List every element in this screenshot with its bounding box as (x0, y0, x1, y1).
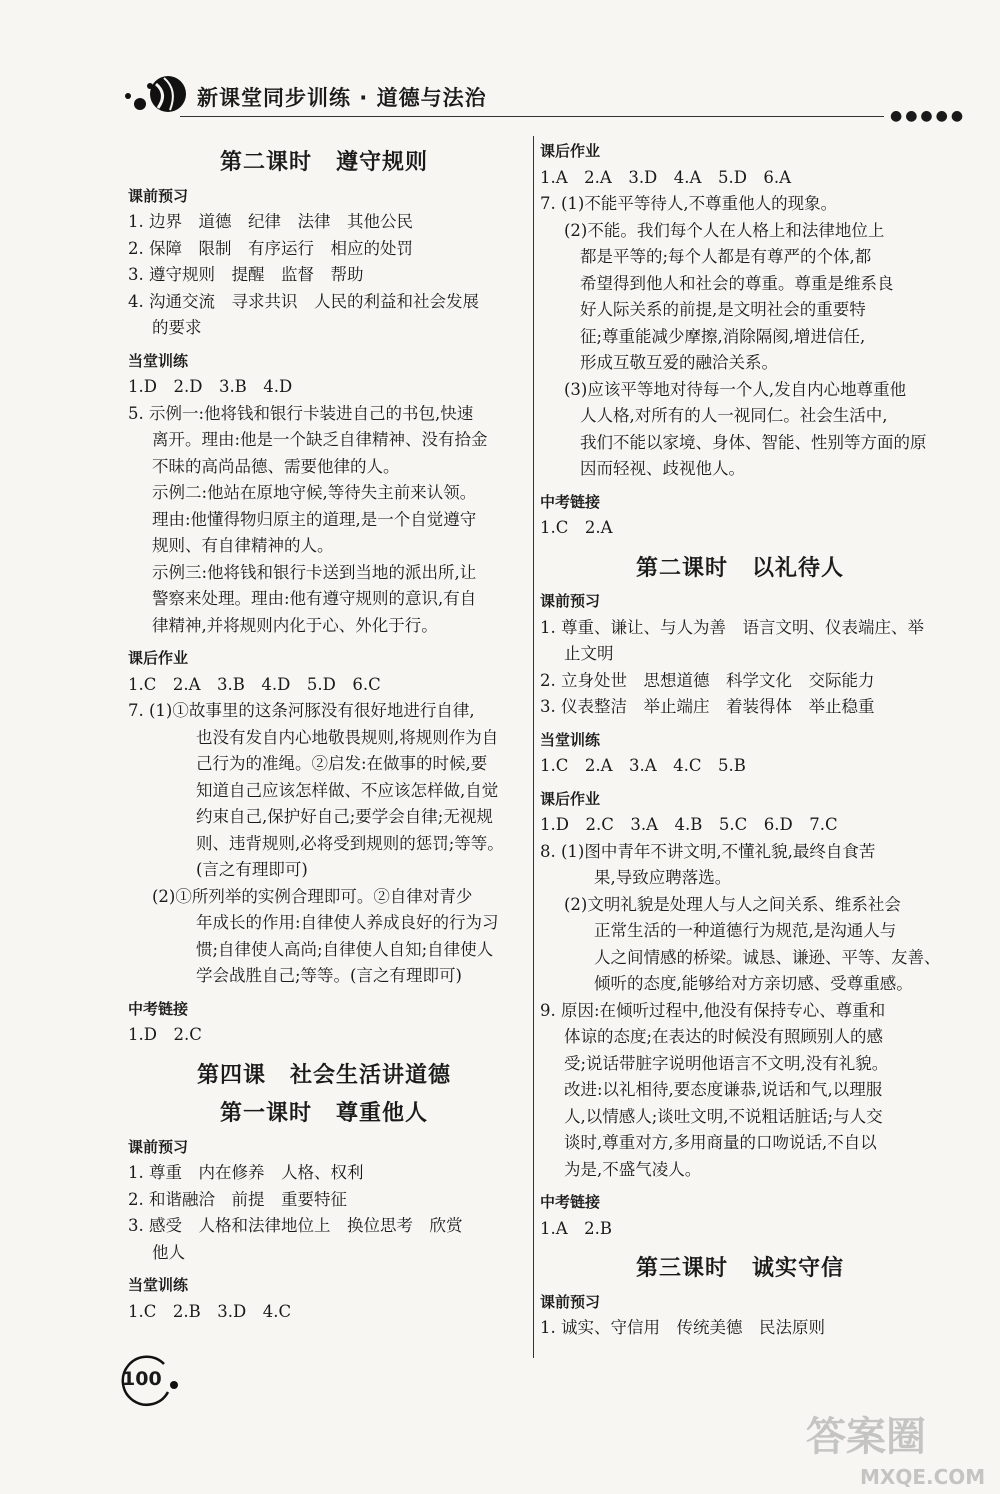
answer-line: 3. 仪表整洁 举止端庄 着装得体 举止稳重 (540, 697, 875, 716)
answer-line: 好人际关系的前提,是文明社会的重要特 (580, 300, 866, 319)
answer-line: 4. 沟通交流 寻求共识 人民的利益和社会发展 (128, 291, 479, 311)
answer-line: 1.D 2.C 3.A 4.B 5.C 6.D 7.C (540, 815, 838, 834)
answer-line: 1.D 2.C (128, 1025, 202, 1044)
answer-line: 我们不能以家境、身体、智能、性别等方面的原 (580, 432, 927, 452)
answer-line: 止文明 (564, 644, 614, 663)
answer-line: 1.C 2.B 3.D 4.C (128, 1301, 292, 1321)
answer-line: 正常生活的一种道德行为规范,是沟通人与 (594, 921, 897, 940)
answer-line: 则、违背规则,必将受到规则的惩罚;等等。 (196, 833, 504, 853)
lesson-heading: 第一课时 尊重他人 (219, 1101, 429, 1126)
answer-line: 1.C 2.A 3.A 4.C 5.B (540, 756, 746, 775)
answer-line: 1.A 2.A 3.D 4.A 5.D 6.A (540, 167, 792, 187)
section-label: 课后作业 (128, 649, 189, 667)
right-column (540, 138, 940, 1342)
answer-line: 2. 和谐融洽 前提 重要特征 (128, 1189, 347, 1209)
answer-line: 规则、有自律精神的人。 (152, 536, 334, 555)
answer-line: (言之有理即可) (196, 860, 308, 879)
answer-line: 1. 边界 道德 纪律 法律 其他公民 (128, 212, 413, 231)
answer-line: 1.C 2.A 3.B 4.D 5.D 6.C (128, 674, 381, 694)
section-label: 课前预习 (128, 186, 189, 205)
answer-line: 受;说话带脏字说明他语言不文明,没有礼貌。 (564, 1053, 889, 1073)
answer-line: 1. 尊重 内在修养 人格、权利 (128, 1163, 364, 1182)
left-column (128, 142, 520, 1325)
watermark-text: 答案圈 (806, 1414, 926, 1460)
answer-line: 希望得到他人和社会的尊重。尊重是维系良 (580, 273, 894, 293)
page-header (0, 0, 1000, 130)
answer-line: 离开。理由:他是一个缺乏自律精神、没有拾金 (152, 430, 488, 449)
answer-line: 约束自己,保护好自己;要学会自律;无视规 (196, 807, 493, 826)
section-label: 课后作业 (540, 142, 601, 160)
column-divider (533, 136, 534, 1358)
answer-line: 谈时,尊重对方,多用商量的口吻说话,不自以 (564, 1133, 877, 1152)
answer-line: 不昧的高尚品德、需要他律的人。 (152, 456, 400, 476)
answer-line: 9. 原因:在倾听过程中,他没有保持专心、尊重和 (540, 1000, 886, 1020)
answer-line: 倾听的态度,能够给对方亲切感、受尊重感。 (594, 974, 913, 993)
book-title: 新课堂同步训练 · 道德与法治 (197, 86, 487, 110)
watermark-url: MXQE.COM (860, 1465, 986, 1489)
answer-line: 学会战胜自己;等等。(言之有理即可) (196, 966, 462, 985)
answer-line: 3. 遵守规则 提醒 监督 帮助 (128, 265, 364, 284)
answer-line: 因而轻视、歧视他人。 (580, 459, 745, 478)
section-label: 当堂训练 (128, 351, 189, 370)
section-label: 当堂训练 (540, 730, 601, 749)
answer-line: 也没有发自内心地敬畏规则,将规则作为自 (196, 727, 499, 747)
section-label: 中考链接 (128, 999, 189, 1018)
answer-line: 5. 示例一:他将钱和银行卡装进自己的书包,快速 (128, 403, 474, 423)
answer-circle-watermark-logo (800, 1400, 990, 1490)
section-label: 中考链接 (540, 1193, 601, 1211)
answer-line: 2. 立身处世 思想道德 科学文化 交际能力 (540, 670, 875, 690)
answer-line: 年成长的作用:自律使人养成良好的行为习 (196, 913, 499, 932)
chapter-heading: 第四课 社会生活讲道德 (196, 1062, 452, 1088)
answer-line: 果,导致应聘落选。 (594, 868, 732, 887)
answer-line: 都是平等的;每个人都是有尊严的个体,都 (580, 247, 872, 266)
header-dots: ●●●●● (890, 108, 967, 124)
answer-line: 1. 诚实、守信用 传统美德 民法原则 (540, 1318, 825, 1337)
answer-line: 为是,不盛气凌人。 (564, 1159, 702, 1179)
lesson-heading: 第三课时 诚实守信 (635, 1256, 845, 1281)
answer-line: 人之间情感的桥梁。诚恳、谦逊、平等、友善、 (594, 947, 941, 967)
answer-line: (3)应该平等地对待每一个人,发自内心地尊重他 (564, 379, 907, 399)
section-label: 中考链接 (540, 492, 601, 511)
answer-line: 8. (1)图中青年不讲文明,不懂礼貌,最终自食苦 (540, 841, 876, 861)
answer-line: 他人 (152, 1242, 185, 1262)
answer-line: (2)不能。我们每个人在人格上和法律地位上 (564, 220, 885, 240)
answer-line: 示例二:他站在原地守候,等待失主前来认领。 (152, 483, 477, 502)
answer-line: 人人格,对所有的人一视同仁。社会生活中, (580, 406, 888, 425)
answer-line: 1.C 2.A (540, 518, 613, 537)
answer-line: 征;尊重能减少摩擦,消除隔阂,增进信任, (580, 326, 866, 346)
section-label: 当堂训练 (128, 1276, 189, 1294)
section-label: 课前预习 (128, 1137, 189, 1156)
header-rule (180, 116, 884, 117)
answer-line: 人,以情感人;谈吐文明,不说粗话脏话;与人交 (564, 1106, 883, 1126)
answer-line: 7. (1)不能平等待人,不尊重他人的现象。 (540, 194, 838, 213)
answer-line: 惯;自律使人高尚;自律使人自知;自律使人 (196, 939, 494, 959)
ball-swirl-logo-icon (118, 70, 198, 120)
lesson-heading: 第二课时 遵守规则 (219, 150, 429, 175)
answer-line: 体谅的态度;在表达的时候没有照顾别人的感 (564, 1027, 884, 1046)
page-number: 100 (122, 1368, 162, 1390)
answer-line: 形成互敬互爱的融洽关系。 (580, 353, 778, 372)
answer-line: 知道自己应该怎样做、不应该怎样做,自觉 (196, 780, 499, 800)
answer-line: 警察来处理。理由:他有遵守规则的意识,有自 (152, 589, 477, 608)
answer-line: 7. (1)①故事里的这条河豚没有很好地进行自律, (128, 701, 475, 720)
answer-line: 示例三:他将钱和银行卡送到当地的派出所,让 (152, 562, 477, 582)
answer-line: 理由:他懂得物归原主的道理,是一个自觉遵守 (152, 509, 477, 529)
answer-line: (2)文明礼貌是处理人与人之间关系、维系社会 (564, 894, 901, 914)
section-label: 课前预习 (540, 1292, 601, 1311)
answer-line: 1.D 2.D 3.B 4.D (128, 377, 293, 396)
lesson-heading: 第二课时 以礼待人 (635, 555, 845, 581)
answer-line: 3. 感受 人格和法律地位上 换位思考 欣赏 (128, 1216, 463, 1235)
answer-line: (2)①所列举的实例合理即可。②自律对青少 (152, 886, 473, 906)
answer-line: 改进:以礼相待,要态度谦恭,说话和气,以理服 (564, 1080, 883, 1099)
answer-line: 2. 保障 限制 有序运行 相应的处罚 (128, 238, 413, 258)
answer-line: 律精神,并将规则内化于心、外化于行。 (152, 615, 438, 635)
answer-line: 己行为的准绳。②启发:在做事的时候,要 (196, 754, 488, 773)
answer-line: 1. 尊重、谦让、与人为善 语言文明、仪表端庄、举 (540, 617, 924, 637)
section-label: 课后作业 (540, 789, 601, 808)
answer-line: 的要求 (152, 318, 202, 337)
answer-line: 1.A 2.B (540, 1218, 613, 1238)
section-label: 课前预习 (540, 592, 601, 610)
